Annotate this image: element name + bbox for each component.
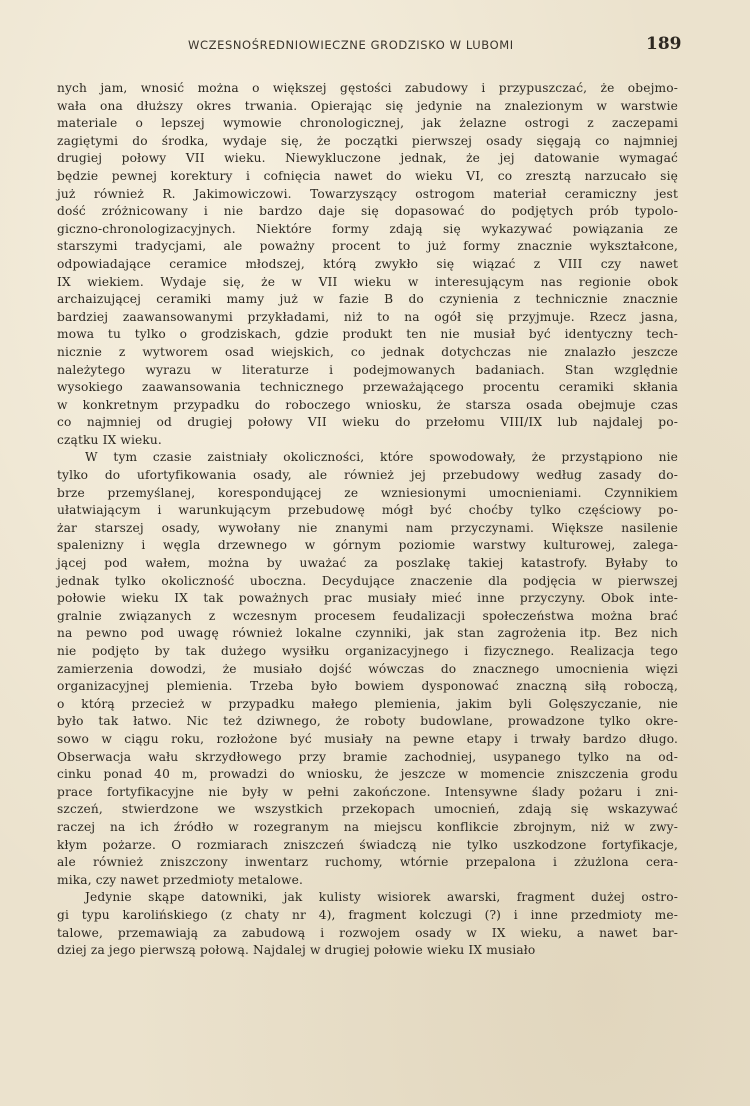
paragraph: [57, 449, 678, 889]
text-line: o którą przecież w przypadku małego plemienia, jakim byli Golęszyczanie, nie: [57, 696, 678, 711]
text-line: czątku IX wieku.: [57, 432, 162, 447]
text-line: kłym pożarze. O rozmiarach zniszczeń świadczą nie tylko uszkodzone fortyfikacje,: [57, 837, 678, 852]
page-header: [0, 34, 750, 58]
text-line: wała ona dłuższy okres trwania. Opierając się jedynie na znalezionym w warstwie: [57, 98, 678, 113]
text-line: nicznie z wytworem osad wiejskich, co jednak dotychczas nie znalazło jeszcze: [57, 344, 678, 359]
text-line: zamierzenia dowodzi, że musiało dojść wówczas do znacznego umocnienia więzi: [57, 661, 678, 676]
text-line: należytego wyrazu w literaturze i podejmowanych badaniach. Stan względnie: [57, 362, 678, 377]
paragraph: [57, 80, 678, 449]
text-line: organizacyjnej plemienia. Trzeba było bowiem dysponować znaczną siłą roboczą,: [57, 679, 678, 694]
text-line: spalenizny i węgla drzewnego w górnym poziomie warstwy kulturowej, zalega-: [57, 538, 678, 553]
text-line: materiale o lepszej wymowie chronologicznej, jak żelazne ostrogi z zaczepami: [57, 116, 678, 131]
text-line: będzie pewnej korektury i cofnięcia nawet do wieku VI, co zresztą narzucało się: [57, 168, 678, 183]
text-line: już również R. Jakimowiczowi. Towarzyszący ostrogom materiał ceramiczny jest: [57, 186, 678, 201]
running-title: WCZESNOŚREDNIOWIECZNE GRODZISKO W LUBOMI: [188, 38, 514, 52]
text-line: brze przemyślanej, korespondującej ze wzniesionymi umocnieniami. Czynnikiem: [57, 485, 678, 500]
text-line: talowe, przemawiają za zabudową i rozwojem osady w IX wieku, a nawet bar-: [57, 925, 678, 940]
text-line: nych jam, wnosić można o większej gęstości zabudowy i przypuszczać, że obejmo-: [57, 81, 678, 95]
text-line: gralnie związanych z wczesnym procesem feudalizacji społeczeństwa można brać: [57, 608, 678, 623]
text-line: dziej za jego pierwszą połową. Najdalej w drugiej połowie wieku IX musiało: [57, 943, 536, 958]
page-number: 189: [646, 34, 682, 54]
text-line: w konkretnym przypadku do roboczego wniosku, że starsza osada obejmuje czas: [57, 397, 678, 412]
text-line: mowa tu tylko o grodziskach, gdzie produkt ten nie musiał być identyczny tech-: [57, 327, 678, 342]
text-line: tylko do ufortyfikowania osady, ale również jej przebudowy według zasady do-: [57, 468, 678, 483]
text-line: odpowiadające ceramice młodszej, którą zwykło się wiązać z VIII czy nawet: [57, 256, 678, 271]
text-line: raczej na ich źródło w rozegranym na miejscu konflikcie zbrojnym, niż w zwy-: [57, 819, 678, 834]
text-line: mika, czy nawet przedmioty metalowe.: [57, 872, 303, 887]
text-line: zagiętymi do środka, wydaje się, że początki pierwszej osady sięgają co najmniej: [57, 133, 678, 148]
text-line: cinku ponad 40 m, prowadzi do wniosku, że jeszcze w momencie zniszczenia grodu: [57, 767, 678, 782]
text-line: ułatwiającym i warunkującym przebudowę mógł być choćby tylko częściowy po-: [57, 503, 678, 518]
text-line: nie podjęto by tak dużego wysiłku organizacyjnego i fizycznego. Realizacja tego: [57, 644, 678, 658]
text-line: wysokiego zaawansowania technicznego przeważającego procentu ceramiki skłania: [57, 380, 678, 395]
text-line: co najmniej od drugiej połowy VII wieku do przełomu VIII/IX lub najdalej po-: [57, 415, 678, 430]
text-line: było tak łatwo. Nic też dziwnego, że roboty budowlane, prowadzone tylko okre-: [57, 714, 678, 729]
text-line: giczno-chronologizacyjnych. Niektóre formy zdają się wykazywać powiązania ze: [57, 221, 678, 236]
paragraph: [57, 889, 678, 959]
text-line: gi typu karolińskiego (z chaty nr 4), fragment kolczugi (?) i inne przedmioty me-: [57, 907, 678, 922]
text-line: żar starszej osady, wywołany nie znanymi nam przyczynami. Większe nasilenie: [57, 520, 678, 535]
text-line: starszymi tradycjami, ale poważny procent to już formy znacznie wykształcone,: [57, 239, 678, 254]
text-line: IX wiekiem. Wydaje się, że w VII wieku w interesującym nas regionie obok: [57, 274, 678, 289]
text-line: W tym czasie zaistniały okoliczności, które spowodowały, że przystąpiono nie: [85, 450, 678, 465]
text-line: drugiej połowy VII wieku. Niewykluczone jednak, że jej datowanie wymagać: [57, 151, 678, 166]
body-text: [57, 80, 678, 960]
text-line: ale również zniszczony inwentarz ruchomy, wtórnie przepalona i zżużlona cera-: [57, 855, 678, 870]
text-line: sowo w ciągu roku, rozłożone być musiały na pewne etapy i trwały bardzo długo.: [57, 731, 678, 746]
text-line: szczeń, stwierdzone we wszystkich przekopach umocnień, zdają się wskazywać: [57, 802, 678, 817]
text-line: Jedynie skąpe datowniki, jak kulisty wisiorek awarski, fragment dużej ostro-: [85, 890, 678, 905]
text-line: archaizującej ceramiki mamy już w fazie B do czynienia z technicznie znacznie: [57, 292, 678, 307]
text-line: Obserwacja wału skrzydłowego przy bramie zachodniej, usypanego tylko na od-: [57, 749, 678, 764]
text-line: połowie wieku IX tak poważnych prac musiały mieć inne przyczyny. Obok inte-: [57, 591, 678, 606]
text-line: prace fortyfikacyjne nie były w pełni zakończone. Intensywne ślady pożaru i zni-: [57, 784, 678, 799]
text-line: na pewno pod uwagę również lokalne czynniki, jak stan zagrożenia itp. Bez nich: [57, 626, 678, 641]
text-line: jącej pod wałem, można by uważać za poszlakę takiej katastrofy. Byłaby to: [57, 556, 678, 571]
text-line: jednak tylko okoliczność uboczna. Decydujące znaczenie dla podjęcia w pierwszej: [57, 573, 678, 588]
text-line: bardziej zaawansowanymi przykładami, niż to na ogół się przyjmuje. Rzecz jasna,: [57, 309, 678, 324]
text-line: dość zróżnicowany i nie bardzo daje się dopasować do podjętych prób typolo-: [57, 204, 678, 219]
